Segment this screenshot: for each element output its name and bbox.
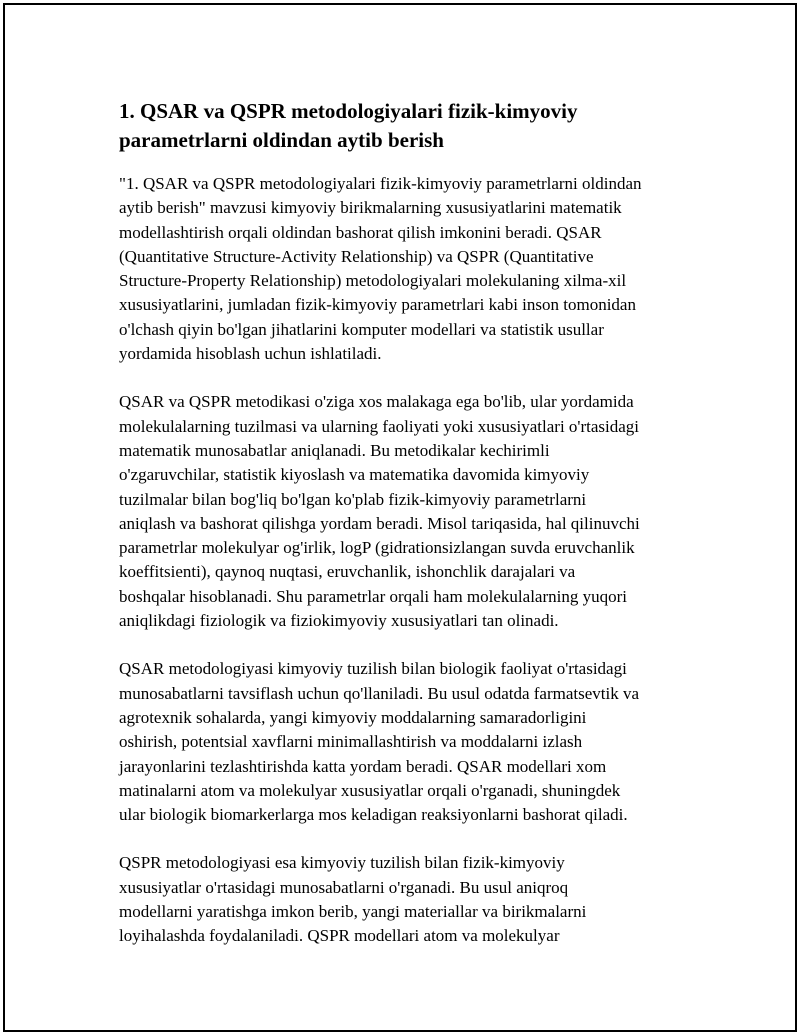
paragraph-intro: "1. QSAR va QSPR metodologiyalari fizik-kimyoviy parametrlarni oldindan aytib berish" mavzusi kimyoviy birikmalarning xususiyatlarini matematik modellashtirish orqali oldindan bashorat qilish imkonini beradi. QSAR (Quantitative Structure-Activity Relationship) va QSPR (Quantitative Structure-Property Relationship) metodologiyalari molekulaning xilma-xil xususiyatlarini, jumladan fizik-kimyoviy parametrlari kabi inson tomonidan o'lchash qiyin bo'lgan jihatlarini komputer modellari va statistik usullar yordamida hisoblash uchun ishlatiladi. (119, 174, 642, 364)
paragraph-methodology: QSAR va QSPR metodikasi o'ziga xos malakaga ega bo'lib, ular yordamida molekulalarning tuzilmasi va ularning faoliyati yoki xususiyatlari o'rtasidagi matematik munosabatlar aniqlanadi. Bu metodikalar kechirimli o'zgaruvchilar, statistik kiyoslash va matematika davomida kimyoviy tuzilmalar bilan bog'liq bo'lgan ko'plab fizik-kimyoviy parametrlarni aniqlash va bashorat qilishga yordam beradi. Misol tariqasida, hal qilinuvchi parametrlar molekulyar og'irlik, logP (gidrationsizlangan suvda eruvchanlik koeffitsienti), qaynoq nuqtasi, eruvchanlik, ishonchlik darajalari va boshqalar hisoblanadi. Shu parametrlar orqali ham molekulalarning yuqori aniqlikdagi fiziologik va fiziokimyoviy xususiyatlari tan olinadi. (119, 392, 640, 631)
paragraph-qsar: QSAR metodologiyasi kimyoviy tuzilish bilan biologik faoliyat o'rtasidagi munosabatlarni tavsiflash uchun qo'llaniladi. Bu usul odatda farmatsevtik va agrotexnik sohalarda, yangi kimyoviy moddalarning samaradorligini oshirish, potentsial xavflarni minimallashtirish va moddalarni izlash jarayonlarini tezlashtirishda katta yordam beradi. QSAR modellari xom matinalarni atom va molekulyar xususiyatlar orqali o'rganadi, shuningdek ular biologik biomarkerlarga mos keladigan reaksiyonlarni bashorat qiladi. (119, 659, 640, 825)
paragraph-qspr: QSPR metodologiyasi esa kimyoviy tuzilish bilan fizik-kimyoviy xususiyatlar o'rtasidagi munosabatlarni o'rganadi. Bu usul aniqroq modellarni yaratishga imkon berib, yangi materiallar va birikmalarni loyihalashda foydalaniladi. QSPR modellari atom va molekulyar (119, 853, 587, 946)
document-body (119, 97, 699, 949)
document-page (3, 3, 797, 1032)
document-title: 1. QSAR va QSPR metodologiyalari fizik-kimyoviy parametrlarni oldindan aytib berish (119, 99, 578, 152)
